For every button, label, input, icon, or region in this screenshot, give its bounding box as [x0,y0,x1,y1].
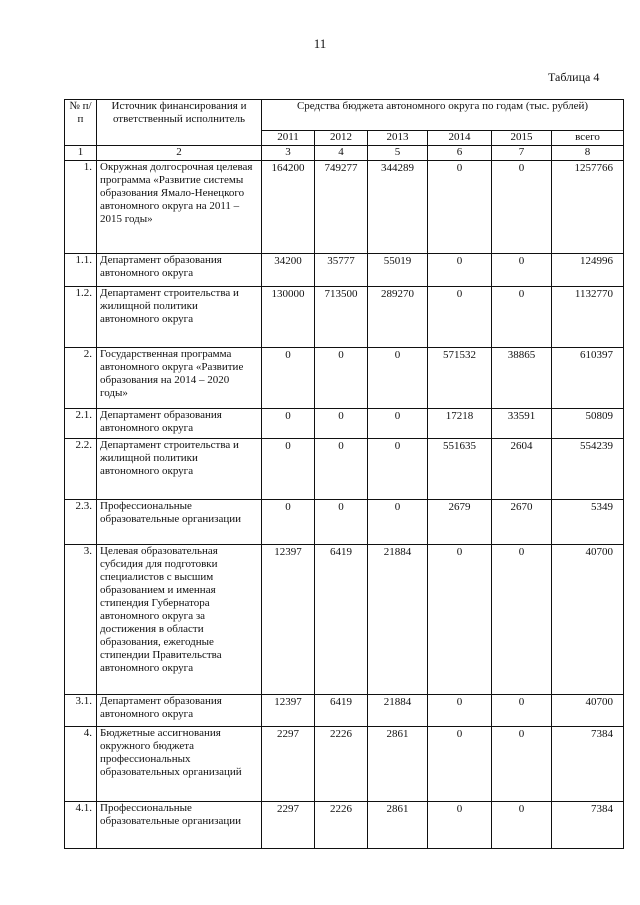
table-row [65,439,624,500]
value-2013: 0 [368,439,428,500]
value-2012: 6419 [315,545,368,695]
value-2013: 2861 [368,802,428,849]
value-2014: 0 [428,727,492,802]
header-year-2011: 2011 [262,131,315,146]
row-number: 3.1. [65,695,97,727]
column-index: 7 [492,146,552,161]
row-number: 4. [65,727,97,802]
value-total: 1132770 [552,287,624,348]
value-2015: 0 [492,161,552,254]
value-2015: 33591 [492,409,552,439]
row-number: 2.1. [65,409,97,439]
table-row [65,695,624,727]
value-2014: 2679 [428,500,492,545]
value-2012: 713500 [315,287,368,348]
row-number: 4.1. [65,802,97,849]
row-source-name: Профессиональные образовательные организации [97,802,262,849]
value-2013: 21884 [368,695,428,727]
value-2015: 0 [492,727,552,802]
budget-table [64,99,624,849]
value-2014: 17218 [428,409,492,439]
row-source-name: Департамент образования автономного округа [97,695,262,727]
table-row [65,500,624,545]
table-row [65,348,624,409]
row-source-name: Бюджетные ассигнования окружного бюджета профессиональных образовательных организаций [97,727,262,802]
value-2012: 0 [315,500,368,545]
row-number: 2.2. [65,439,97,500]
row-source-name: Государственная программа автономного округа «Развитие образования на 2014 – 2020 годы» [97,348,262,409]
header-year-2012: 2012 [315,131,368,146]
value-2012: 6419 [315,695,368,727]
row-source-name: Целевая образовательная субсидия для подготовки специалистов с высшим образованием и именная стипендия Губернатора автономного округа за достижения в области образования, ежегодные стипендии Правительства автономного округа [97,545,262,695]
row-source-name: Департамент строительства и жилищной политики автономного округа [97,439,262,500]
value-2011: 12397 [262,695,315,727]
row-source-name: Департамент образования автономного округа [97,409,262,439]
value-total: 7384 [552,802,624,849]
value-2011: 12397 [262,545,315,695]
header-year-2014: 2014 [428,131,492,146]
value-2012: 749277 [315,161,368,254]
value-total: 50809 [552,409,624,439]
value-total: 40700 [552,545,624,695]
value-2015: 0 [492,254,552,287]
value-total: 610397 [552,348,624,409]
column-index: 8 [552,146,624,161]
value-2011: 2297 [262,727,315,802]
header-num: № п/п [65,100,97,146]
value-total: 5349 [552,500,624,545]
value-2011: 164200 [262,161,315,254]
value-2014: 0 [428,695,492,727]
value-total: 40700 [552,695,624,727]
column-index: 5 [368,146,428,161]
value-2015: 0 [492,287,552,348]
value-2013: 289270 [368,287,428,348]
column-index: 4 [315,146,368,161]
value-2015: 0 [492,802,552,849]
value-2013: 0 [368,348,428,409]
value-2013: 55019 [368,254,428,287]
table-row [65,409,624,439]
value-2011: 0 [262,409,315,439]
table-row [65,287,624,348]
value-2012: 0 [315,348,368,409]
row-source-name: Департамент образования автономного округа [97,254,262,287]
value-2014: 0 [428,161,492,254]
value-2015: 0 [492,545,552,695]
row-number: 3. [65,545,97,695]
row-number: 2. [65,348,97,409]
row-number: 1. [65,161,97,254]
table-row [65,161,624,254]
value-2013: 344289 [368,161,428,254]
column-index: 1 [65,146,97,161]
header-year-2013: 2013 [368,131,428,146]
table-row [65,545,624,695]
row-number: 2.3. [65,500,97,545]
value-2012: 0 [315,409,368,439]
table-row [65,254,624,287]
value-2013: 21884 [368,545,428,695]
value-2014: 571532 [428,348,492,409]
value-total: 124996 [552,254,624,287]
table-row [65,727,624,802]
value-2012: 0 [315,439,368,500]
row-number: 1.2. [65,287,97,348]
value-2011: 0 [262,500,315,545]
table-row [65,802,624,849]
row-source-name: Профессиональные образовательные организации [97,500,262,545]
value-total: 1257766 [552,161,624,254]
value-2012: 2226 [315,727,368,802]
value-2015: 2670 [492,500,552,545]
column-index: 3 [262,146,315,161]
value-2011: 0 [262,439,315,500]
value-2011: 2297 [262,802,315,849]
value-2014: 0 [428,545,492,695]
column-index-row [65,146,624,161]
value-2012: 35777 [315,254,368,287]
value-2015: 2604 [492,439,552,500]
value-2013: 0 [368,500,428,545]
value-2014: 0 [428,287,492,348]
header-budget-group: Средства бюджета автономного округа по годам (тыс. рублей) [262,100,624,131]
value-2015: 38865 [492,348,552,409]
value-2011: 130000 [262,287,315,348]
header-total: всего [552,131,624,146]
table-caption: Таблица 4 [548,70,600,84]
value-2013: 2861 [368,727,428,802]
row-source-name: Окружная долгосрочная целевая программа «Развитие системы образования Ямало-Ненецкого автономного округа на 2011 – 2015 годы» [97,161,262,254]
row-source-name: Департамент строительства и жилищной политики автономного округа [97,287,262,348]
value-2011: 0 [262,348,315,409]
value-2014: 0 [428,802,492,849]
column-index: 2 [97,146,262,161]
value-2015: 0 [492,695,552,727]
value-total: 7384 [552,727,624,802]
value-2014: 0 [428,254,492,287]
header-source: Источник финансирования и ответственный исполнитель [97,100,262,146]
value-2011: 34200 [262,254,315,287]
value-total: 554239 [552,439,624,500]
page-number: 11 [313,36,327,51]
header-year-2015: 2015 [492,131,552,146]
row-number: 1.1. [65,254,97,287]
value-2012: 2226 [315,802,368,849]
value-2014: 551635 [428,439,492,500]
column-index: 6 [428,146,492,161]
value-2013: 0 [368,409,428,439]
